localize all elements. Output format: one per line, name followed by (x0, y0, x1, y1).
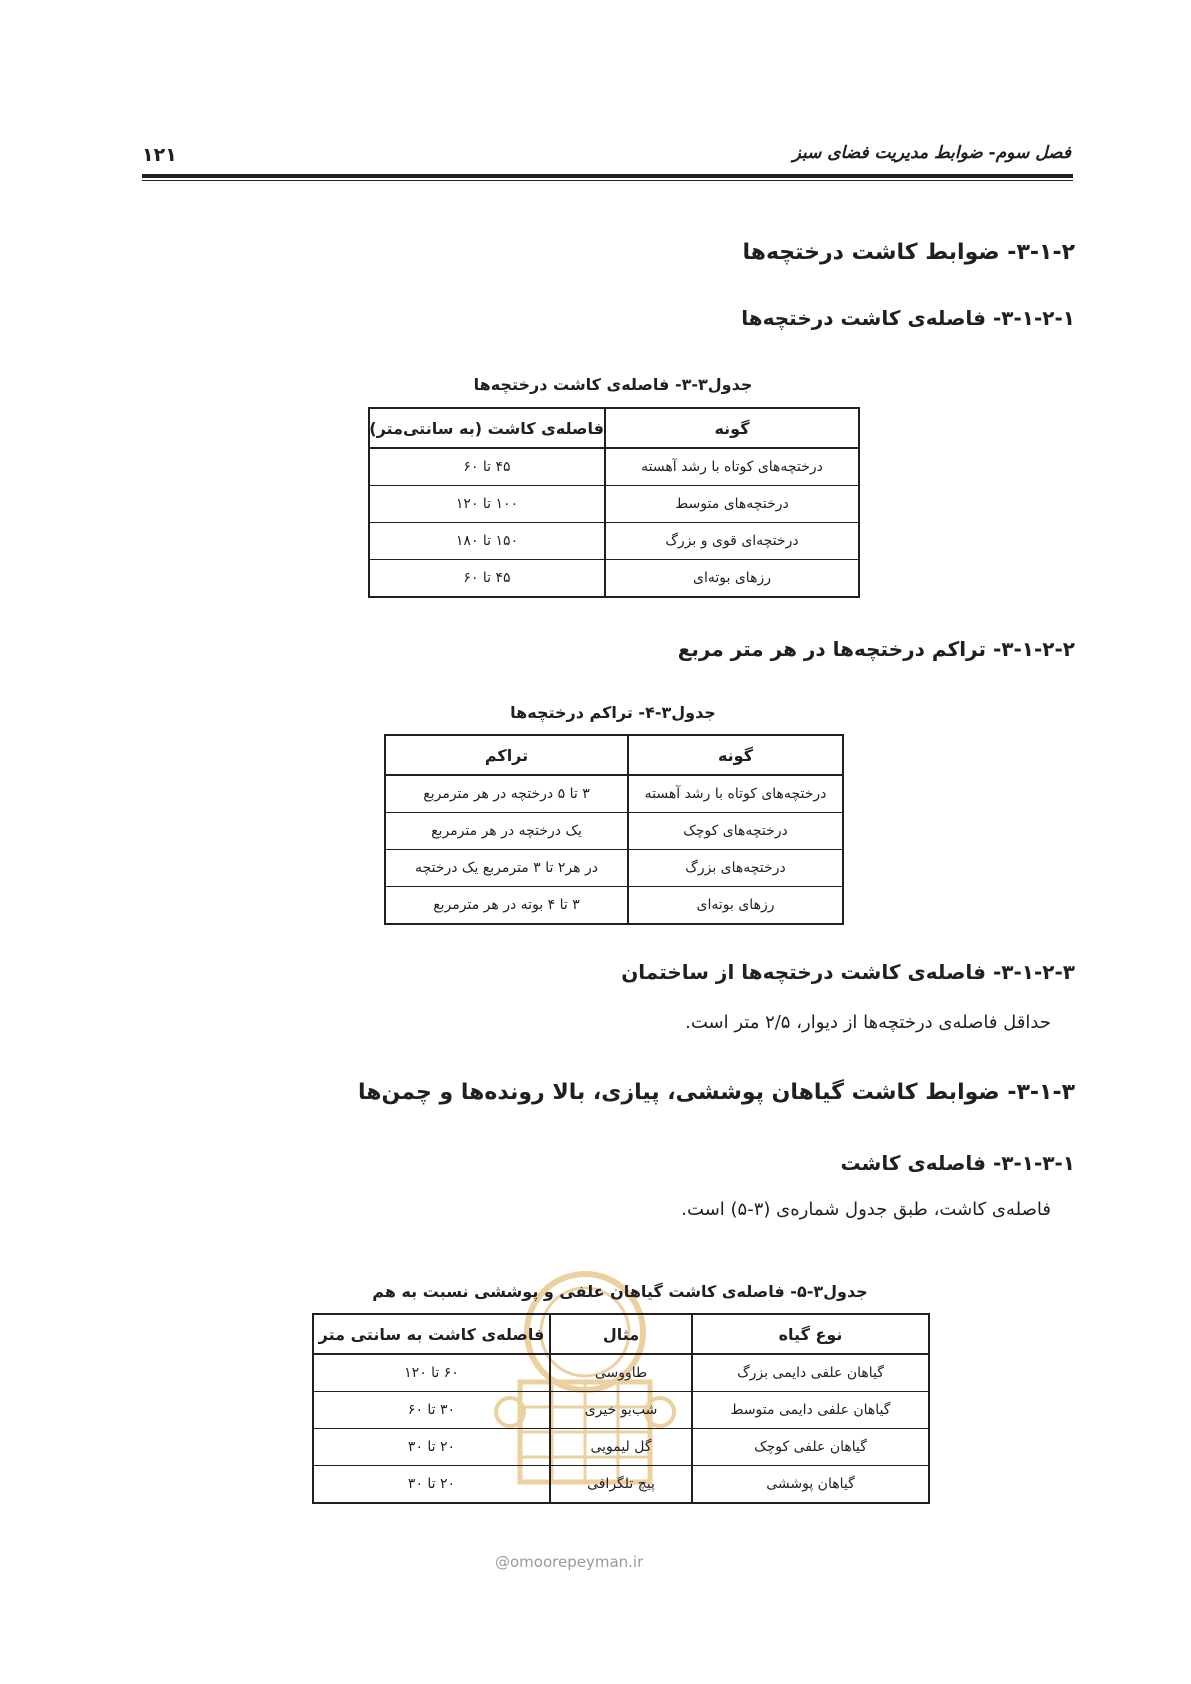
header-rule-thin (142, 180, 1073, 181)
table-header-cell: گونه (628, 735, 843, 775)
table-header-cell: فاصله‌ی کاشت (به سانتی‌متر) (369, 408, 605, 448)
table-3-4-caption: جدول۳-۴- تراکم درختچه‌ها (510, 703, 716, 722)
table-row (369, 486, 859, 523)
heading-3-1-2-1: ۳-۱-۲-۱- فاصله‌ی کاشت درختچه‌ها (741, 306, 1075, 330)
table-cell: ۴۵ تا ۶۰ (369, 448, 605, 486)
table-cell: رزهای بوته‌ای (628, 887, 843, 925)
table-cell: درختچه‌های بزرگ (628, 850, 843, 887)
page-number: ۱۲۱ (142, 144, 177, 166)
table-cell: درختچه‌های کوچک (628, 813, 843, 850)
table-row (385, 850, 843, 887)
table-cell: ۳۰ تا ۶۰ (313, 1392, 550, 1429)
table-cell: ۲۰ تا ۳۰ (313, 1429, 550, 1466)
table-cell: ۲۰ تا ۳۰ (313, 1466, 550, 1504)
table-cell: رزهای بوته‌ای (605, 560, 859, 598)
table-row (313, 1466, 929, 1504)
table-row (385, 887, 843, 925)
table-row (313, 1429, 929, 1466)
table-cell: طاووسی (550, 1354, 692, 1392)
table-cell: درختچه‌های متوسط (605, 486, 859, 523)
table-3-5-caption: جدول۳-۵- فاصله‌ی کاشت گیاهان علفی و پوششی نسبت به هم (372, 1282, 868, 1301)
table-row (369, 448, 859, 486)
table-cell: گل لیمویی (550, 1429, 692, 1466)
table-header-cell: مثال (550, 1314, 692, 1354)
table-row (369, 523, 859, 560)
table-cell: شب‌بو خیری (550, 1392, 692, 1429)
table-header-row (385, 735, 843, 775)
heading-3-1-3: ۳-۱-۳- ضوابط کاشت گیاهان پوششی، پیازی، بالا رونده‌ها و چمن‌ها (357, 1080, 1075, 1105)
table-cell: ۴۵ تا ۶۰ (369, 560, 605, 598)
table-row (385, 813, 843, 850)
chapter-title: فصل سوم- ضوابط مدیریت فضای سبز (792, 143, 1071, 163)
table-3-5 (312, 1313, 930, 1504)
table-header-cell: تراکم (385, 735, 628, 775)
paragraph-wall-distance: حداقل فاصله‌ی درختچه‌ها از دیوار، ۲/۵ متر است. (685, 1012, 1051, 1033)
table-cell: ۱۵۰ تا ۱۸۰ (369, 523, 605, 560)
table-cell: در هر۲ تا ۳ مترمربع یک درختچه (385, 850, 628, 887)
table-row (313, 1392, 929, 1429)
table-cell: گیاهان علفی دایمی بزرگ (692, 1354, 929, 1392)
table-row (369, 560, 859, 598)
table-cell: گیاهان علفی کوچک (692, 1429, 929, 1466)
table-cell: یک درختچه در هر مترمربع (385, 813, 628, 850)
table-cell: ۳ تا ۴ بوته در هر مترمربع (385, 887, 628, 925)
heading-3-1-2-3: ۳-۱-۲-۳- فاصله‌ی کاشت درختچه‌ها از ساختمان (621, 960, 1075, 984)
heading-3-1-3-1: ۳-۱-۳-۱- فاصله‌ی کاشت (840, 1151, 1075, 1175)
table-row (385, 775, 843, 813)
table-cell: ۳ تا ۵ درختچه در هر مترمربع (385, 775, 628, 813)
table-header-cell: نوع گیاه (692, 1314, 929, 1354)
paragraph-table-reference: فاصله‌ی کاشت، طبق جدول شماره‌ی (۳-۵) است. (681, 1199, 1051, 1220)
header-rule-thick (142, 174, 1073, 178)
table-row (313, 1354, 929, 1392)
table-cell: گیاهان علفی دایمی متوسط (692, 1392, 929, 1429)
table-3-3 (368, 407, 860, 598)
table-cell: درختچه‌های کوتاه با رشد آهسته (628, 775, 843, 813)
table-3-4 (384, 734, 844, 925)
table-cell: درختچه‌های کوتاه با رشد آهسته (605, 448, 859, 486)
watermark-site-text: omoorepeyman.ir (510, 1553, 644, 1571)
table-3-3-caption: جدول۳-۳- فاصله‌ی کاشت درختچه‌ها (473, 375, 753, 394)
table-header-row (369, 408, 859, 448)
table-header-cell: فاصله‌ی کاشت به سانتی متر (313, 1314, 550, 1354)
heading-3-1-2-2: ۳-۱-۲-۲- تراکم درختچه‌ها در هر متر مربع (677, 637, 1075, 661)
table-cell: گیاهان پوششی (692, 1466, 929, 1504)
heading-3-1-2: ۳-۱-۲- ضوابط کاشت درختچه‌ها (742, 240, 1075, 265)
table-cell: درختچه‌ای قوی و بزرگ (605, 523, 859, 560)
at-icon: @ (495, 1553, 510, 1571)
table-header-row (313, 1314, 929, 1354)
table-cell: ۱۰۰ تا ۱۲۰ (369, 486, 605, 523)
watermark-site (495, 1553, 643, 1571)
table-header-cell: گونه (605, 408, 859, 448)
table-cell: ۶۰ تا ۱۲۰ (313, 1354, 550, 1392)
table-cell: پیچ تلگرافی (550, 1466, 692, 1504)
